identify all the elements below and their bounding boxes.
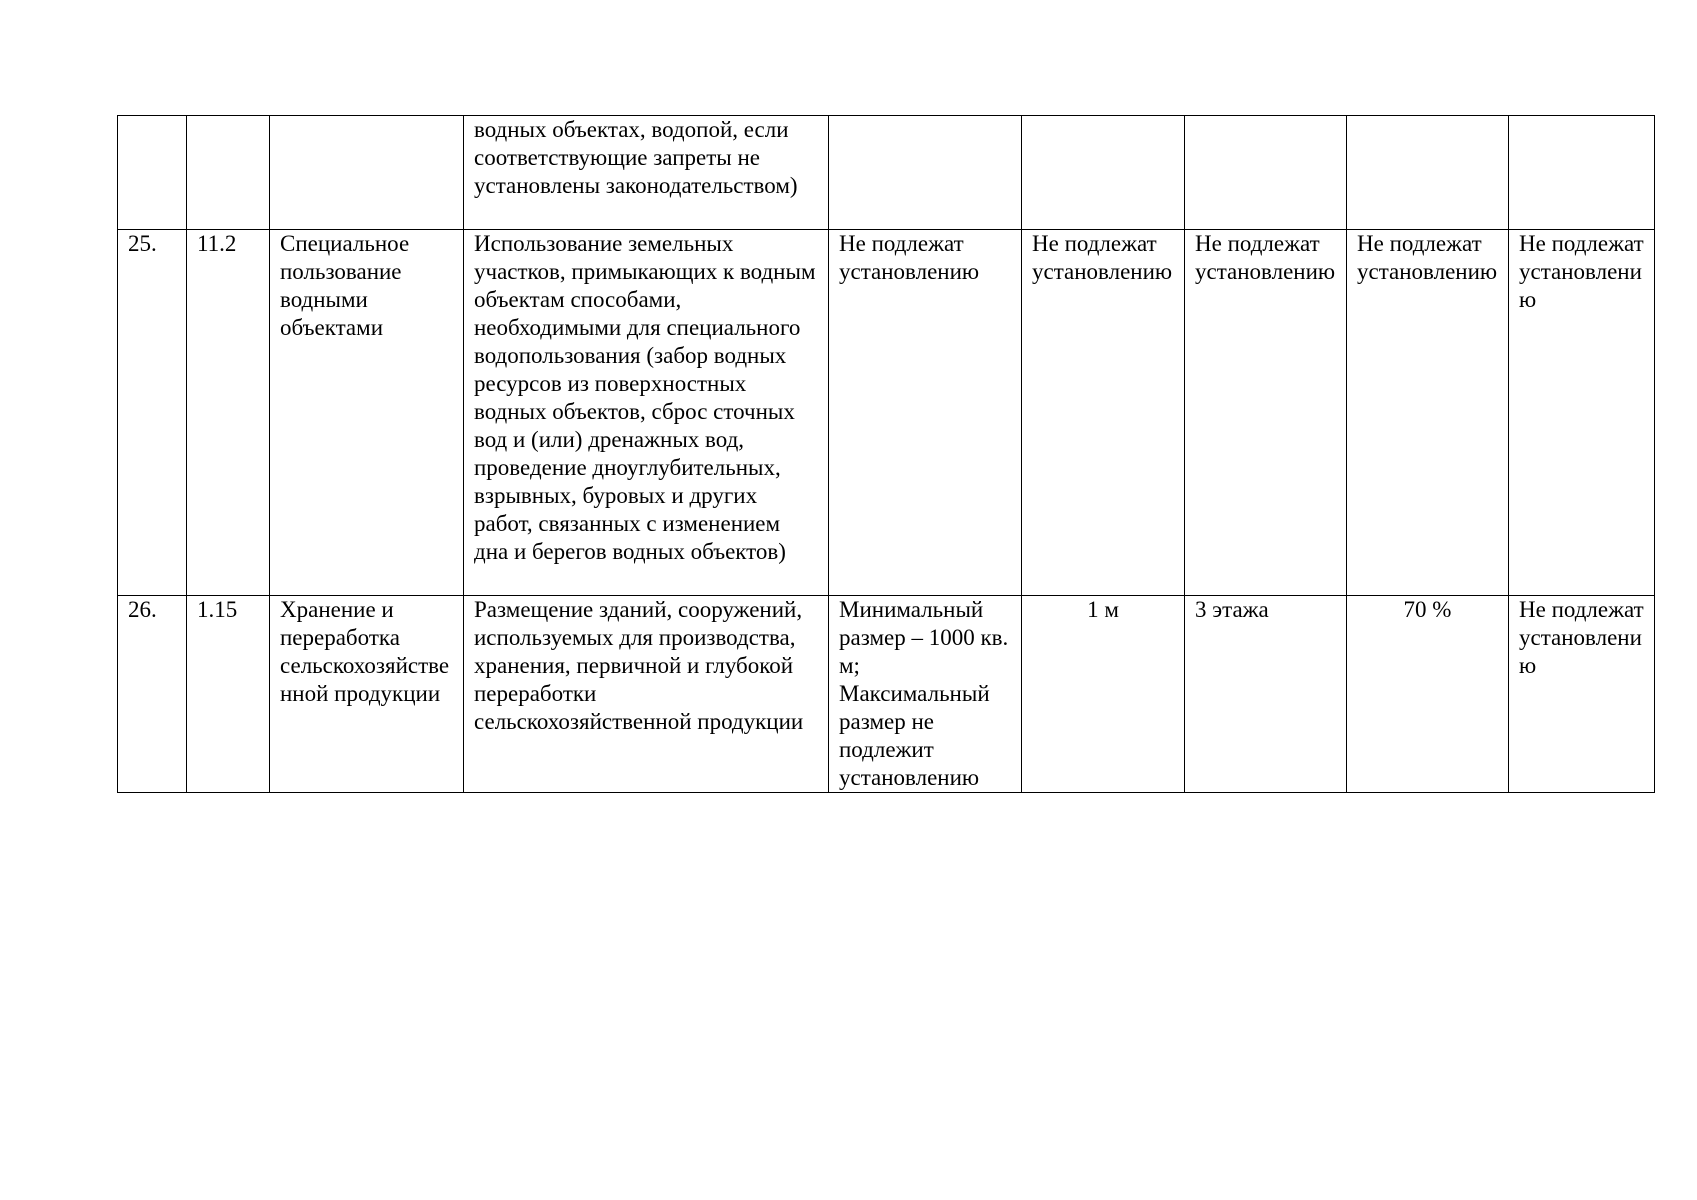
cell-code: 11.2	[187, 230, 270, 596]
cell-number: 26.	[118, 596, 187, 793]
table-row	[118, 230, 1655, 596]
cell-code: 1.15	[187, 596, 270, 793]
cell-max-coverage: Не подлежат установлению	[1347, 230, 1509, 596]
cell-use-description: водных объектах, водопой, если соответствующие запреты не установлены законодательством)	[464, 116, 829, 230]
cell-number	[118, 116, 187, 230]
cell-other-params: Не подлежат установлению	[1509, 596, 1655, 793]
cell-max-floors: 3 этажа	[1185, 596, 1347, 793]
table-row	[118, 596, 1655, 793]
cell-use-name	[270, 116, 464, 230]
cell-other-params	[1509, 116, 1655, 230]
table-row	[118, 116, 1655, 230]
cell-use-description: Использование земельных участков, примыкающих к водным объектам способами, необходимыми для специального водопользования (забор водных ресурсов из поверхностных водных объектов, сброс сточных вод и (или) дренажных вод, проведение дноуглубительных, взрывных, буровых и других работ, связанных с изменением дна и берегов водных объектов)	[464, 230, 829, 596]
cell-max-coverage	[1347, 116, 1509, 230]
cell-use-description: Размещение зданий, сооружений, используемых для производства, хранения, первичной и глубокой переработки сельскохозяйственной продукции	[464, 596, 829, 793]
cell-code	[187, 116, 270, 230]
cell-max-coverage: 70 %	[1347, 596, 1509, 793]
cell-plot-size	[829, 116, 1022, 230]
cell-plot-size: Не подлежат установлению	[829, 230, 1022, 596]
cell-use-name: Хранение и переработка сельскохозяйственной продукции	[270, 596, 464, 793]
cell-min-setback: Не подлежат установлению	[1022, 230, 1185, 596]
cell-max-floors	[1185, 116, 1347, 230]
land-use-regulations-table	[117, 115, 1655, 793]
cell-min-setback: 1 м	[1022, 596, 1185, 793]
cell-other-params: Не подлежат установлению	[1509, 230, 1655, 596]
cell-max-floors: Не подлежат установлению	[1185, 230, 1347, 596]
cell-use-name: Специальное пользование водными объектами	[270, 230, 464, 596]
cell-min-setback	[1022, 116, 1185, 230]
cell-number: 25.	[118, 230, 187, 596]
cell-plot-size: Минимальный размер – 1000 кв. м; Максимальный размер не подлежит установлению	[829, 596, 1022, 793]
